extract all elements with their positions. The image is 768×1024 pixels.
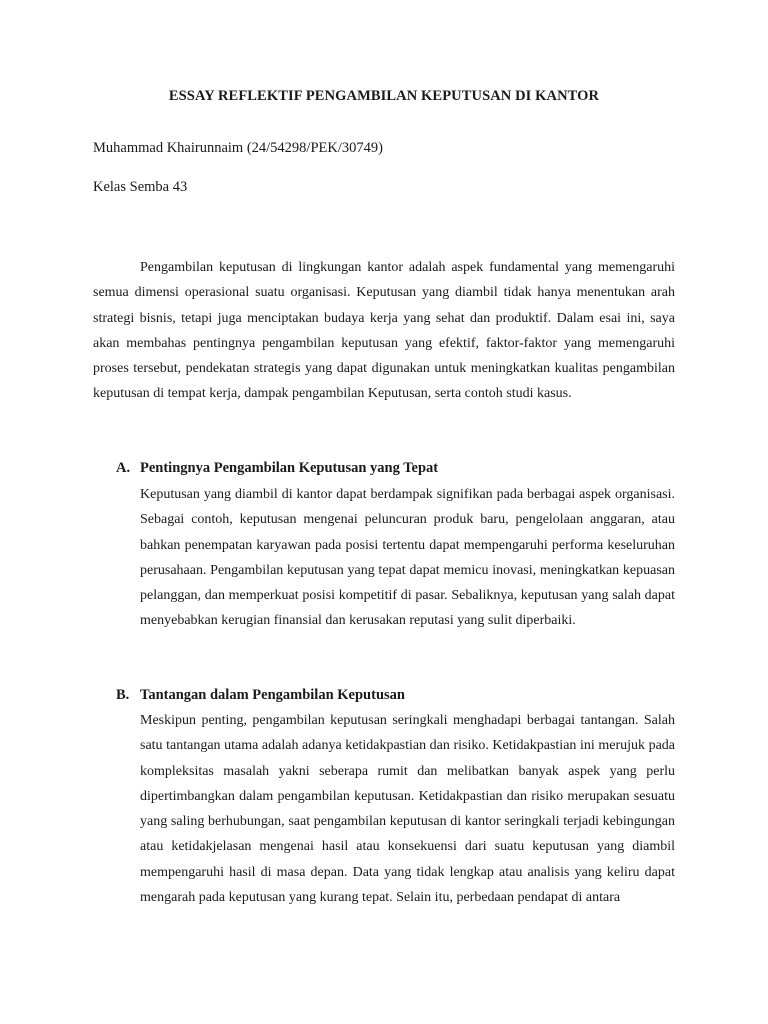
section-a-heading: Pentingnya Pengambilan Keputusan yang Tepat [140,460,439,476]
section-a-letter: A. [116,460,131,476]
section-b-body: Meskipun penting, pengambilan keputusan seringkali menghadapi berbagai tantangan. Salah satu tantangan utama adalah adanya ketidakpastian dan risiko. Ketidakpastian ini merujuk pada kompleksitas masalah yakni seberapa rumit dan melibatkan banyak aspek yang perlu dipertimbangkan dalam pengambilan keputusan. Ketidakpastian dan risiko merupakan sesuatu yang saling berhubungan, saat pengambilan keputusan di kantor seringkali terjadi kebingungan atau ketidakjelasan mengenai hasil atau konsekuensi dari suatu keputusan yang diambil mempengaruhi hasil di masa depan. Data yang tidak lengkap atau analisis yang keliru dapat mengarah pada keputusan yang kurang tepat. Selain itu, perbedaan pendapat di antara [140,713,675,906]
section-a-body: Keputusan yang diambil di kantor dapat berdampak signifikan pada berbagai aspek organisasi. Sebagai contoh, keputusan mengenai peluncuran produk baru, pengelolaan anggaran, atau bahkan penempatan karyawan pada posisi tertentu dapat mempengaruhi performa keseluruhan perusahaan. Pengambilan keputusan yang tepat dapat memicu inovasi, meningkatkan kepuasan pelanggan, dan memperkuat posisi kompetitif di pasar. Sebaliknya, keputusan yang salah dapat menyebabkan kerugian finansial dan kerusakan reputasi yang sulit diperbaiki. [140,487,675,629]
intro-paragraph: Pengambilan keputusan di lingkungan kantor adalah aspek fundamental yang memengaruhi semua dimensi operasional suatu organisasi. Keputusan yang diambil tidak hanya menentukan arah strategi bisnis, tetapi juga menciptakan budaya kerja yang sehat dan produktif. Dalam esai ini, saya akan membahas pentingnya pengambilan keputusan yang efektif, faktor-faktor yang memengaruhi proses tersebut, pendekatan strategis yang dapat digunakan untuk meningkatkan kualitas pengambilan keputusan di tempat kerja, dampak pengambilan Keputusan, serta contoh studi kasus. [93,260,675,402]
class-line: Kelas Semba 43 [93,179,188,195]
page-title: ESSAY REFLEKTIF PENGAMBILAN KEPUTUSAN DI KANTOR [168,88,600,104]
author-line: Muhammad Khairunnaim (24/54298/PEK/30749) [93,140,383,156]
section-b-heading: Tantangan dalam Pengambilan Keputusan [140,687,405,703]
section-b-letter: B. [116,687,130,703]
